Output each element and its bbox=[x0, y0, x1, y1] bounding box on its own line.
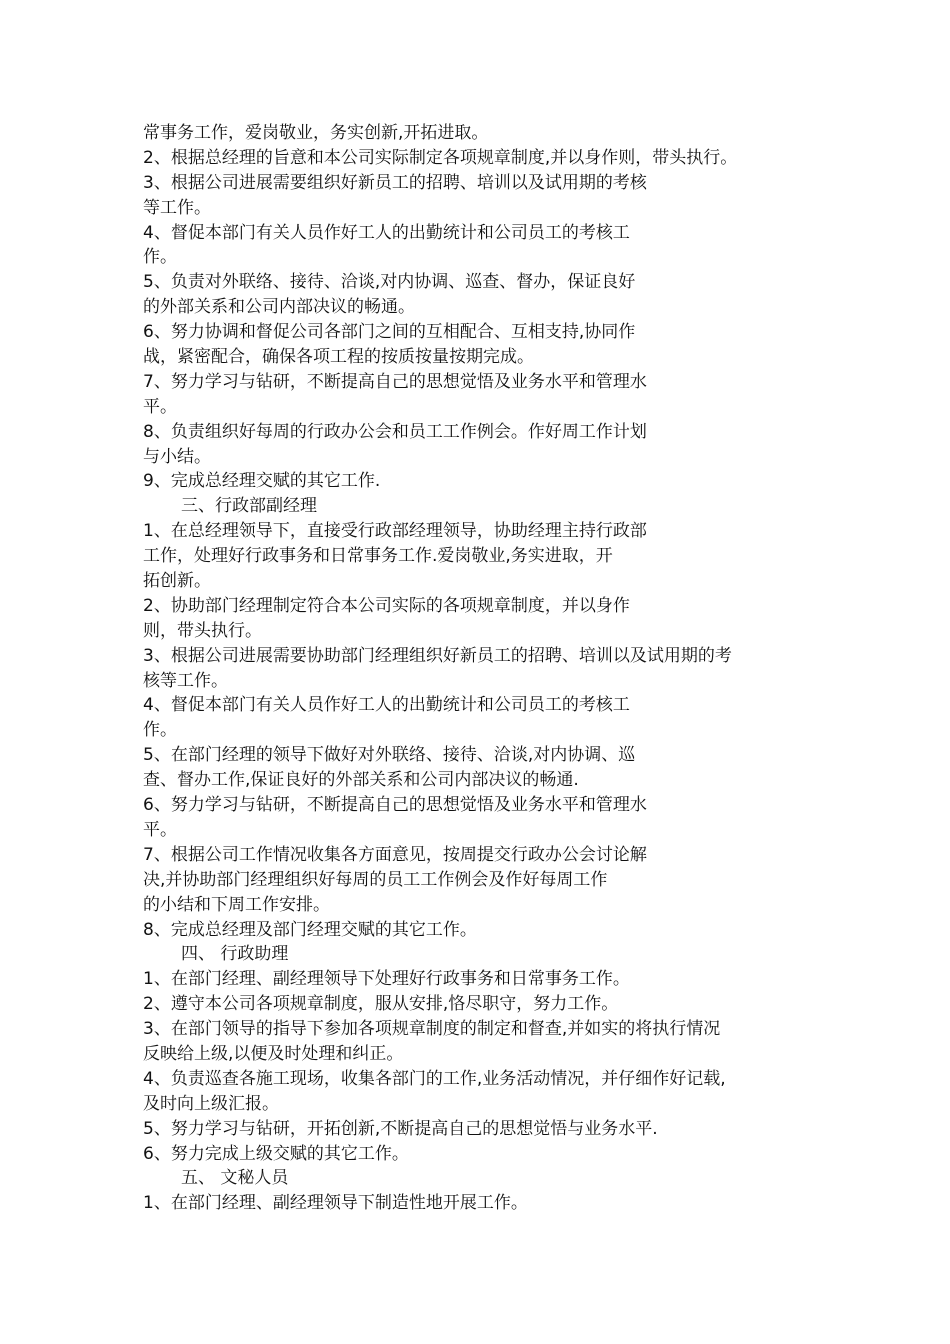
text-line: 反映给上级,以便及时处理和纠正。 bbox=[143, 1043, 404, 1064]
text-line: 3、在部门领导的指导下参加各项规章制度的制定和督查,并如实的将执行情况 bbox=[143, 1019, 721, 1040]
text-line: 平。 bbox=[143, 819, 177, 840]
text-line: 5、努力学习与钻研，开拓创新,不断提高自己的思想觉悟与业务水平. bbox=[143, 1118, 658, 1139]
text-line: 1、在部门经理、副经理领导下处理好行政事务和日常事务工作。 bbox=[143, 969, 630, 990]
text-line: 7、努力学习与钻研，不断提高自己的思想觉悟及业务水平和管理水 bbox=[143, 371, 647, 392]
text-line: 则，带头执行。 bbox=[143, 620, 262, 641]
section-heading: 四、 行政助理 bbox=[181, 944, 289, 965]
text-line: 与小结。 bbox=[143, 446, 211, 467]
text-line: 8、负责组织好每周的行政办公会和员工工作例会。作好周工作计划 bbox=[143, 421, 647, 442]
text-line: 及时向上级汇报。 bbox=[143, 1093, 279, 1114]
text-line: 6、努力学习与钻研，不断提高自己的思想觉悟及业务水平和管理水 bbox=[143, 795, 647, 816]
text-line: 作。 bbox=[143, 247, 177, 268]
text-line: 3、根据公司进展需要组织好新员工的招聘、培训以及试用期的考核 bbox=[143, 172, 647, 193]
text-line: 平。 bbox=[143, 396, 177, 417]
text-line: 拓创新。 bbox=[143, 571, 211, 592]
text-line: 3、根据公司进展需要协助部门经理组织好新员工的招聘、培训以及试用期的考 bbox=[143, 645, 732, 666]
text-line: 6、努力完成上级交赋的其它工作。 bbox=[143, 1143, 409, 1164]
text-line: 的小结和下周工作安排。 bbox=[143, 894, 330, 915]
text-line: 作。 bbox=[143, 720, 177, 741]
section-heading: 五、 文秘人员 bbox=[181, 1168, 289, 1189]
text-line: 的外部关系和公司内部决议的畅通。 bbox=[143, 297, 415, 318]
text-line: 常事务工作，爱岗敬业，务实创新,开拓进取。 bbox=[143, 123, 489, 143]
text-line: 6、努力协调和督促公司各部门之间的互相配合、互相支持,协同作 bbox=[143, 322, 636, 343]
text-line: 9、完成总经理交赋的其它工作. bbox=[143, 471, 381, 492]
text-line: 4、督促本部门有关人员作好工人的出勤统计和公司员工的考核工 bbox=[143, 222, 630, 243]
text-line: 等工作。 bbox=[143, 197, 211, 218]
text-line: 1、在部门经理、副经理领导下制造性地开展工作。 bbox=[143, 1193, 528, 1214]
text-line: 工作，处理好行政事务和日常事务工作.爱岗敬业,务实进取，开 bbox=[143, 546, 613, 567]
text-line: 8、完成总经理及部门经理交赋的其它工作。 bbox=[143, 919, 477, 940]
text-line: 2、遵守本公司各项规章制度，服从安排,恪尽职守，努力工作。 bbox=[143, 994, 619, 1015]
text-line: 5、在部门经理的领导下做好对外联络、接待、洽谈,对内协调、巡 bbox=[143, 745, 636, 766]
text-line: 核等工作。 bbox=[143, 670, 228, 691]
text-line: 1、在总经理领导下，直接受行政部经理领导，协助经理主持行政部 bbox=[143, 521, 647, 542]
text-line: 7、根据公司工作情况收集各方面意见，按周提交行政办公会讨论解 bbox=[143, 844, 647, 865]
text-line: 5、负责对外联络、接待、洽谈,对内协调、巡查、督办，保证良好 bbox=[143, 272, 636, 293]
text-line: 4、负责巡查各施工现场，收集各部门的工作,业务活动情况，并仔细作好记载, bbox=[143, 1068, 726, 1089]
document-body bbox=[143, 121, 823, 1216]
text-line: 决,并协助部门经理组织好每周的员工工作例会及作好每周工作 bbox=[143, 869, 608, 890]
text-line: 战，紧密配合，确保各项工程的按质按量按期完成。 bbox=[143, 347, 534, 368]
section-heading: 三、行政部副经理 bbox=[181, 496, 317, 517]
text-line: 2、协助部门经理制定符合本公司实际的各项规章制度，并以身作 bbox=[143, 595, 630, 616]
text-line: 2、根据总经理的旨意和本公司实际制定各项规章制度,并以身作则，带头执行。 bbox=[143, 147, 738, 168]
text-line: 查、督办工作,保证良好的外部关系和公司内部决议的畅通. bbox=[143, 770, 579, 791]
text-line: 4、督促本部门有关人员作好工人的出勤统计和公司员工的考核工 bbox=[143, 695, 630, 716]
